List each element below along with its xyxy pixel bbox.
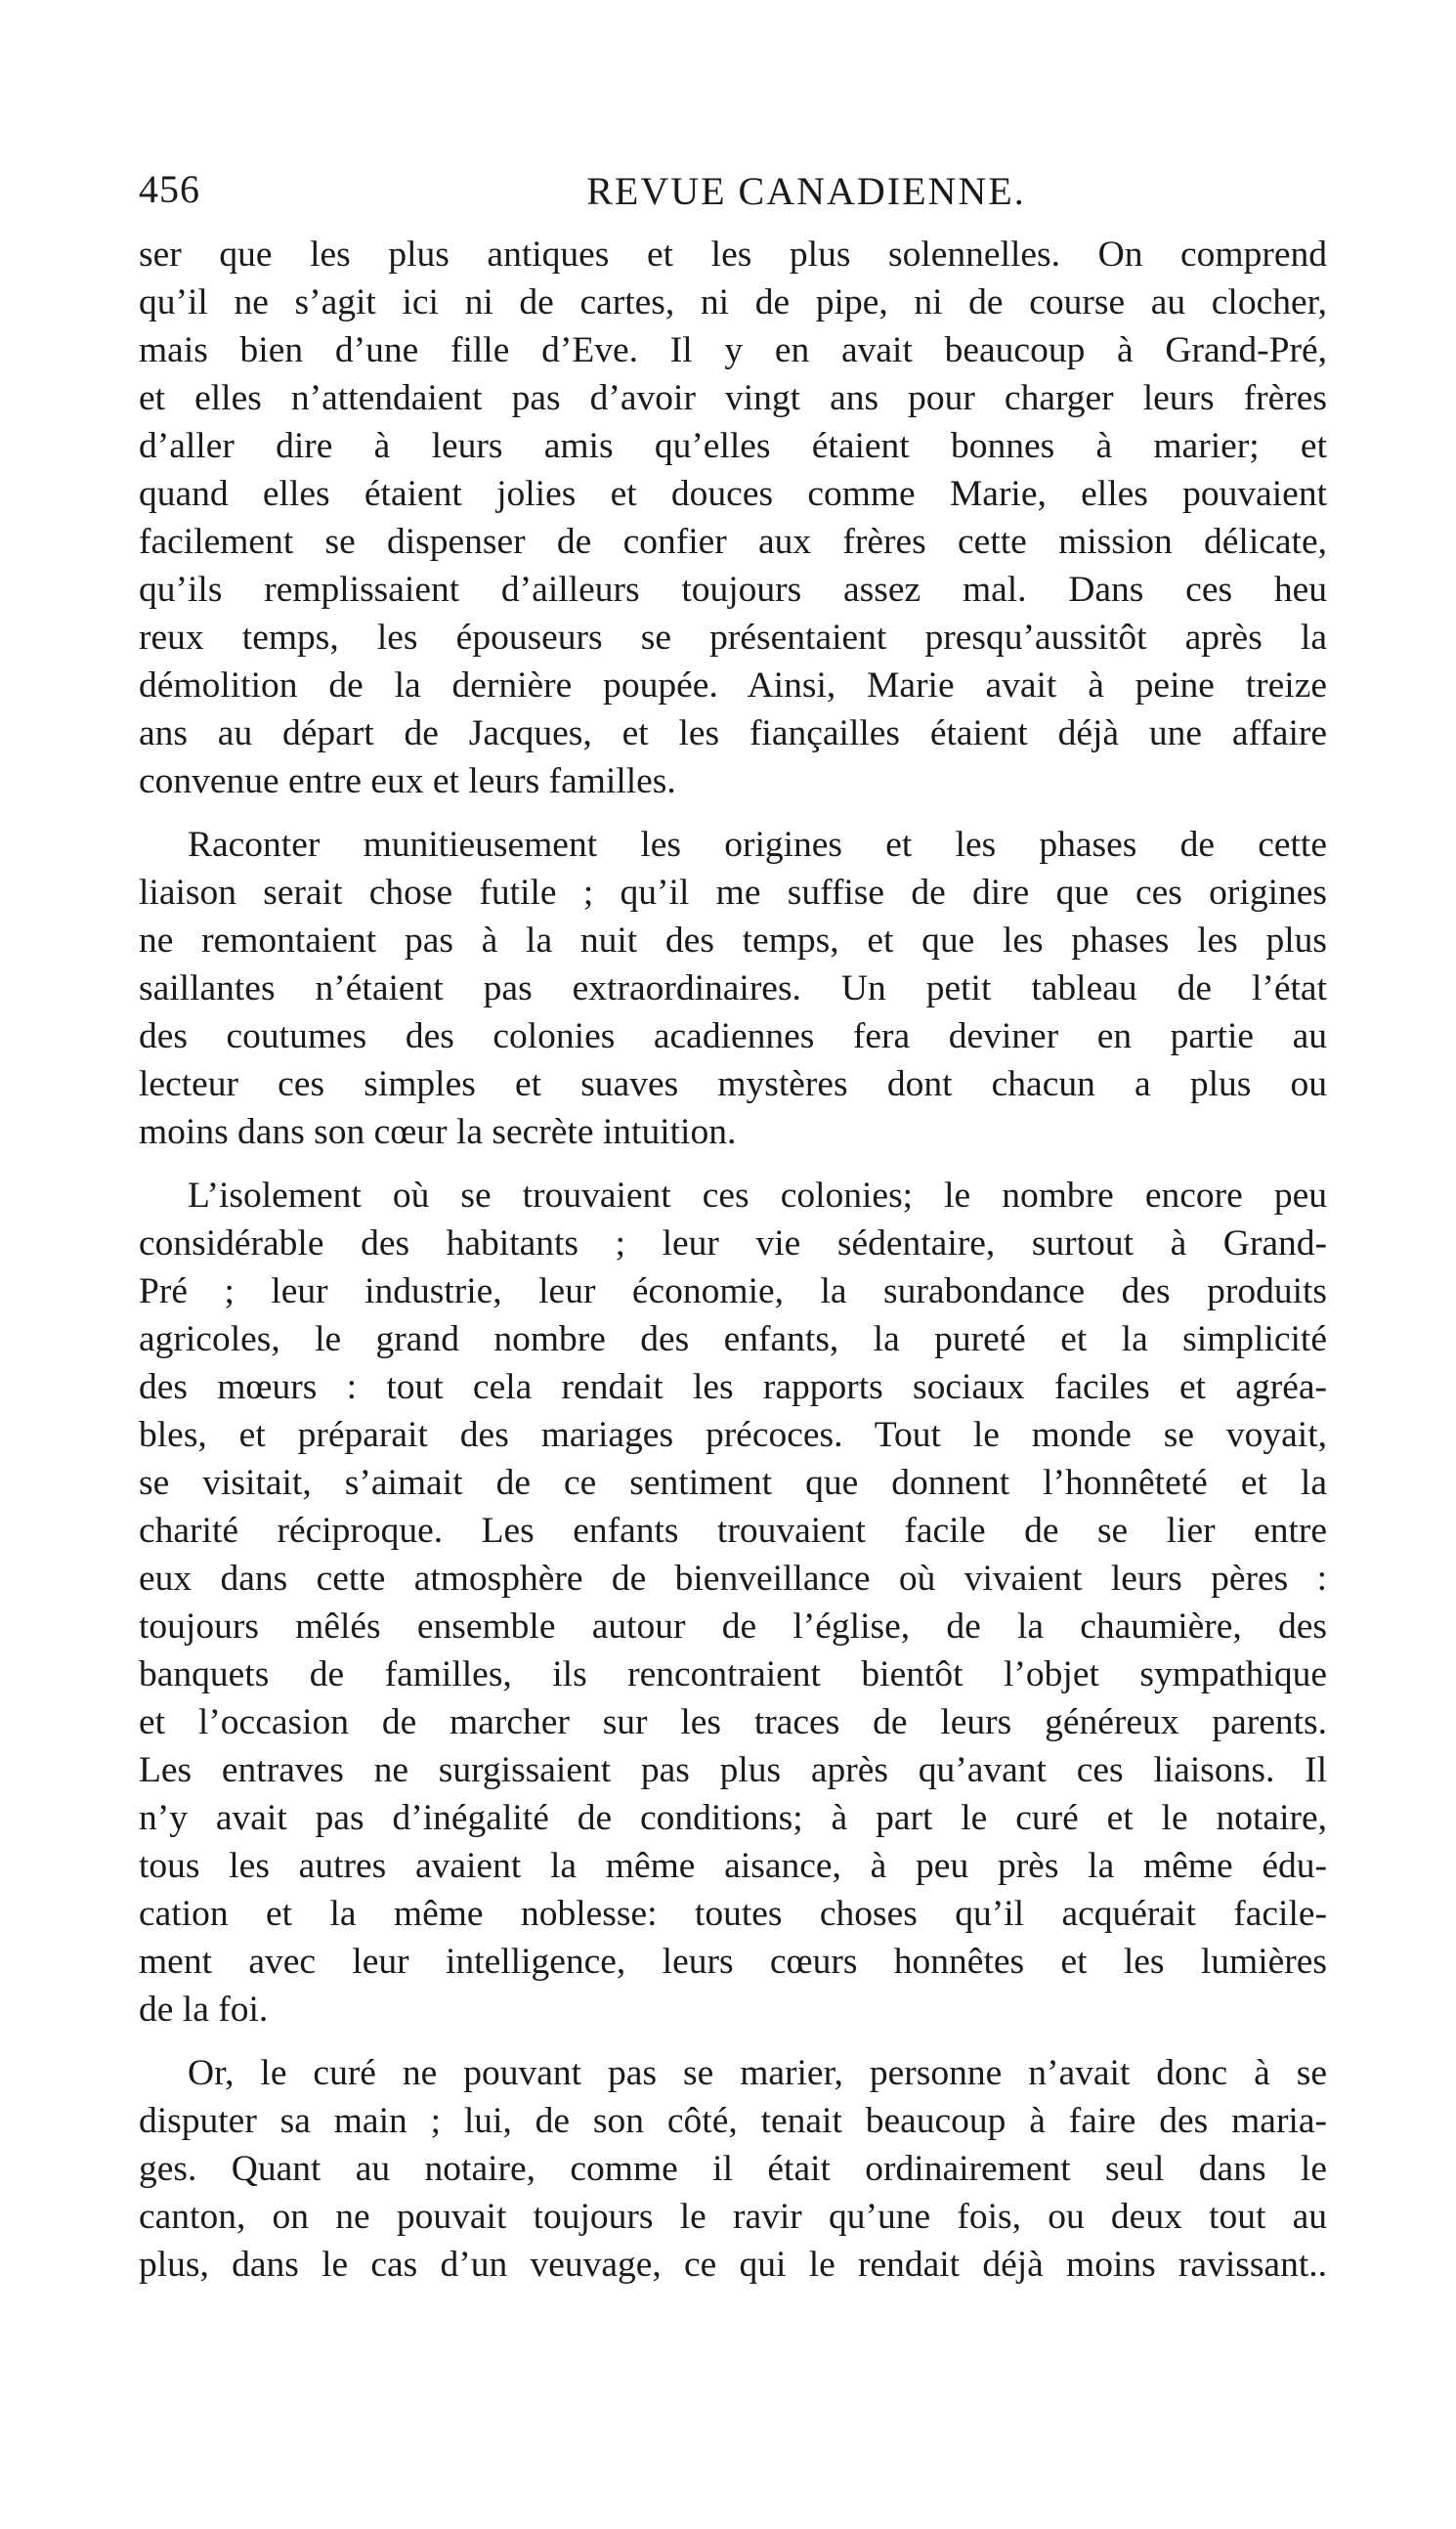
text-line: lecteur ces simples et suaves mystères dont chacun a plus ou [139,1064,1327,1104]
paragraph-2 [139,821,1327,1156]
text-line: charité réciproque. Les enfants trouvaient facile de se lier entre [139,1511,1327,1551]
text-line: qu’il ne s’agit ici ni de cartes, ni de pipe, ni de course au clocher, [139,282,1327,322]
paragraph-4 [139,2049,1327,2289]
text-line: et l’occasion de marcher sur les traces de leurs généreux parents. [139,1702,1327,1742]
text-line: mais bien d’une fille d’Eve. Il y en avait beaucoup à Grand-Pré, [139,330,1327,370]
text-line: qu’ils remplissaient d’ailleurs toujours assez mal. Dans ces heu [139,570,1327,610]
text-line: ans au départ de Jacques, et les fiançailles étaient déjà une affaire [139,713,1327,753]
text-line: d’aller dire à leurs amis qu’elles étaient bonnes à marier; et [139,426,1327,466]
text-line: des mœurs : tout cela rendait les rapports sociaux faciles et agréa- [139,1367,1327,1407]
text-line: canton, on ne pouvait toujours le ravir qu’une fois, ou deux tout au [139,2197,1327,2237]
text-line: considérable des habitants ; leur vie sédentaire, surtout à Grand- [139,1223,1327,1264]
page-header [139,166,1327,225]
book-page [139,166,1327,2304]
text-line: cation et la même noblesse: toutes choses qu’il acquérait facile- [139,1894,1327,1934]
text-line: ser que les plus antiques et les plus solennelles. On comprend [139,235,1327,275]
text-line: n’y avait pas d’inégalité de conditions; à part le curé et le notaire, [139,1798,1327,1838]
text-line: moins dans son cœur la secrète intuition. [139,1112,737,1152]
text-line: agricoles, le grand nombre des enfants, la pureté et la simplicité [139,1319,1327,1359]
text-line: saillantes n’étaient pas extraordinaires. Un petit tableau de l’état [139,968,1327,1008]
text-line: des coutumes des colonies acadiennes fera deviner en partie au [139,1016,1327,1056]
text-line: se visitait, s’aimait de ce sentiment que donnent l’honnêteté et la [139,1463,1327,1503]
text-line: facilement se dispenser de confier aux frères cette mission délicate, [139,522,1327,562]
text-line: Les entraves ne surgissaient pas plus après qu’avant ces liaisons. Il [139,1750,1327,1790]
text-line: disputer sa main ; lui, de son côté, tenait beaucoup à faire des maria- [139,2101,1327,2141]
text-line: reux temps, les épouseurs se présentaient presqu’aussitôt après la [139,618,1327,658]
text-line: eux dans cette atmosphère de bienveillance où vivaient leurs pères : [139,1559,1327,1599]
text-line: Raconter munitieusement les origines et les phases de cette [188,825,1327,865]
text-line: de la foi. [139,1990,269,2030]
paragraph-3 [139,1172,1327,2034]
text-line: liaison serait chose futile ; qu’il me suffise de dire que ces origines [139,873,1327,913]
text-line: démolition de la dernière poupée. Ainsi, Marie avait à peine treize [139,665,1327,706]
text-line: tous les autres avaient la même aisance, à peu près la même édu- [139,1846,1327,1886]
text-line: plus, dans le cas d’un veuvage, ce qui le rendait déjà moins ravissant.. [139,2245,1327,2285]
text-line: ges. Quant au notaire, comme il était ordinairement seul dans le [139,2149,1327,2189]
text-line: bles, et préparait des mariages précoces. Tout le monde se voyait, [139,1415,1327,1455]
text-line: L’isolement où se trouvaient ces colonies; le nombre encore peu [188,1176,1327,1216]
page-number: 456 [139,167,200,211]
text-line: ne remontaient pas à la nuit des temps, et que les phases les plus [139,921,1327,961]
text-line: banquets de familles, ils rencontraient bientôt l’objet sympathique [139,1654,1327,1694]
text-line: Pré ; leur industrie, leur économie, la surabondance des produits [139,1271,1327,1311]
running-head: REVUE CANADIENNE. [586,169,1026,213]
paragraph-1 [139,231,1327,805]
text-line: ment avec leur intelligence, leurs cœurs honnêtes et les lumières [139,1942,1327,1982]
text-line: convenue entre eux et leurs familles. [139,761,676,801]
text-line: quand elles étaient jolies et douces comme Marie, elles pouvaient [139,474,1327,514]
text-line: et elles n’attendaient pas d’avoir vingt ans pour charger leurs frères [139,378,1327,418]
text-line: toujours mêlés ensemble autour de l’église, de la chaumière, des [139,1607,1327,1647]
text-line: Or, le curé ne pouvant pas se marier, personne n’avait donc à se [188,2053,1327,2093]
